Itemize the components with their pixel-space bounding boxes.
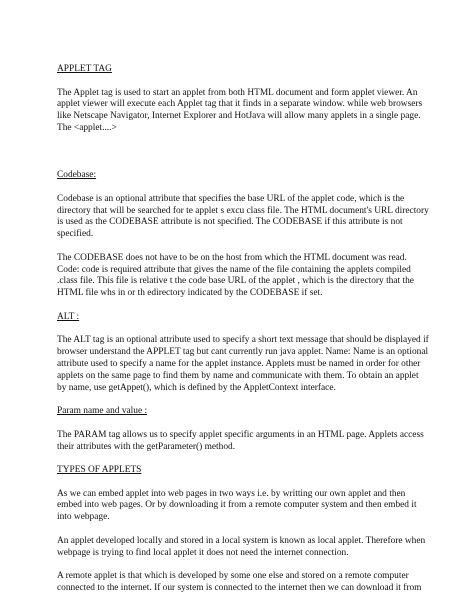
spacer <box>57 559 429 571</box>
spacer <box>57 524 429 536</box>
paragraph-types-3: A remote applet is that which is developed by some one else and stored on a remote computer connected to the internet. If our system is connected to the internet then we can download it from <box>57 571 422 594</box>
paragraph-codebase-2: The CODEBASE does not have to be on the host from which the HTML document was read. Code: code is required attribute that gives the name of the file containing the applets compiled .class file. This file is relative t the code base URL of the applet , which is the directory that the HTML file whs in or th edirectory indicated by the CODEBASE if set. <box>57 252 414 299</box>
paragraph-codebase-1: Codebase is an optional attribute that specifies the base URL of the applet code, which is the directory that will be searched for te applet s excu class file. The HTML document's URL directory is used as the CODEBASE attribute is not specified. The CODEBASE if this attribute is not specified. <box>57 193 429 240</box>
spacer <box>57 76 429 88</box>
heading-types-of-applets: TYPES OF APPLETS <box>57 465 142 476</box>
spacer <box>57 453 429 465</box>
spacer <box>57 158 429 170</box>
heading-codebase: Codebase: <box>57 170 97 181</box>
heading-applet-tag: APPLET TAG <box>57 64 112 74</box>
spacer <box>57 135 429 159</box>
heading-param: Param name and value : <box>57 406 148 417</box>
paragraph-applet-tag: The Applet tag is used to start an applet from both HTML document and form applet viewer. An applet viewer will execute each Applet tag that it finds in a separate window. while web browsers like Netscape Navigator, Internet Explorer and HotJava will allow many applets in a single page. The <applet....> <box>57 87 423 133</box>
spacer <box>57 418 429 430</box>
heading-alt: ALT : <box>57 311 80 322</box>
spacer <box>57 394 429 406</box>
spacer <box>57 477 429 489</box>
paragraph-param: The PARAM tag allows us to specify applet specific arguments in an HTML page. Applets access their attributes with the getParameter() method. <box>57 429 424 452</box>
paragraph-types-2: An applet developed locally and stored in a local system is known as local applet. Therefore when webpage is trying to find local applet it does not need the internet connection. <box>57 535 426 558</box>
paragraph-types-1: As we can embed applet into web pages in two ways i.e. by writting our own applet and then embed into web pages. Or by downloading it from a remote computer system and then embed it into webpage. <box>57 488 417 523</box>
spacer <box>57 241 429 253</box>
paragraph-alt: The ALT tag is an optional attribute used to specify a short text message that should be displayed if browser understand the APPLET tag but cant currently run java applet. Name: Name is an optional attribute used to specify a name for the applet instance. Applets must be named in order for other applets on the same page to find them by name and communicate with them. To obtain an applet by name, use getAppet(), which is defined by the AppletContext interface. <box>57 335 429 393</box>
spacer <box>57 324 429 336</box>
spacer <box>57 300 429 312</box>
document-body <box>57 64 429 595</box>
spacer <box>57 182 429 194</box>
